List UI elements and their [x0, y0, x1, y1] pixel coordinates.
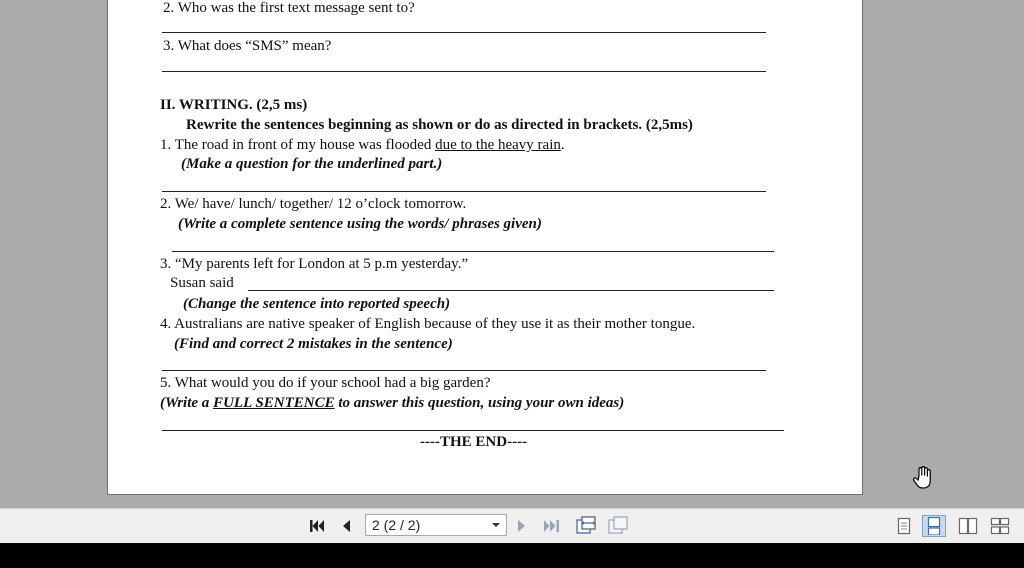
- answer-line: [248, 290, 774, 291]
- page-selector-value: 2 (2 / 2): [372, 517, 421, 533]
- item-1-text: [160, 136, 565, 154]
- section-heading: II. WRITING. (2,5 ms): [160, 97, 308, 113]
- answer-line: [172, 251, 774, 252]
- book-view-icon[interactable]: [988, 515, 1012, 537]
- the-end-label: ----THE END----: [420, 434, 528, 450]
- item-1-prefix: 1. The road in front of my house was flooded: [160, 137, 436, 153]
- taskbar-strip: [0, 543, 1024, 568]
- page-selector[interactable]: [365, 514, 507, 536]
- item-1-suffix: .: [560, 137, 565, 153]
- item-1-underlined: due to the heavy rain: [435, 137, 561, 153]
- item-2-text: 2. We/ have/ lunch/ together/ 12 o’clock tomorrow.: [160, 196, 467, 212]
- item-5-direction: [160, 394, 624, 412]
- item-3-text: 3. “My parents left for London at 5 p.m yesterday.”: [160, 256, 469, 272]
- hand-cursor-icon: [912, 465, 936, 491]
- previous-page-icon[interactable]: [336, 515, 356, 537]
- answer-line: [162, 32, 766, 33]
- answer-line: [162, 191, 766, 192]
- item-5-direction-emph: FULL SENTENCE: [213, 395, 335, 411]
- item-3-direction: (Change the sentence into reported speech): [183, 296, 451, 312]
- question-3-text: 3. What does “SMS” mean?: [163, 38, 332, 54]
- answer-line: [162, 370, 766, 371]
- navigation-toolbar: [0, 508, 1024, 543]
- item-3-start: Susan said: [170, 275, 234, 291]
- question-2-text: 2. Who was the first text message sent to?: [163, 0, 415, 16]
- item-4-direction: (Find and correct 2 mistakes in the sentence): [174, 336, 453, 352]
- facing-pages-icon[interactable]: [956, 515, 980, 537]
- section-instruction: Rewrite the sentences beginning as shown or do as directed in brackets. (2,5ms): [186, 117, 693, 133]
- item-1-direction: (Make a question for the underlined part.): [181, 156, 443, 172]
- answer-line: [162, 430, 784, 431]
- continuous-view-icon[interactable]: [922, 515, 946, 537]
- fit-width-icon[interactable]: [574, 515, 598, 537]
- document-page: [107, 0, 863, 495]
- chevron-down-icon: [492, 523, 500, 527]
- single-page-view-icon[interactable]: [894, 515, 914, 537]
- answer-line: [162, 71, 766, 72]
- first-page-icon[interactable]: [306, 515, 328, 537]
- fit-page-icon[interactable]: [606, 515, 630, 537]
- last-page-icon[interactable]: [540, 515, 564, 537]
- item-5-text: 5. What would you do if your school had a big garden?: [160, 375, 491, 391]
- item-2-direction: (Write a complete sentence using the words/ phrases given): [178, 216, 542, 232]
- item-5-direction-prefix: (Write a: [160, 395, 214, 411]
- item-4-text: 4. Australians are native speaker of English because of they use it as their mother tongue.: [160, 316, 696, 332]
- item-5-direction-suffix: to answer this question, using your own ideas): [334, 395, 625, 411]
- next-page-icon[interactable]: [513, 515, 531, 537]
